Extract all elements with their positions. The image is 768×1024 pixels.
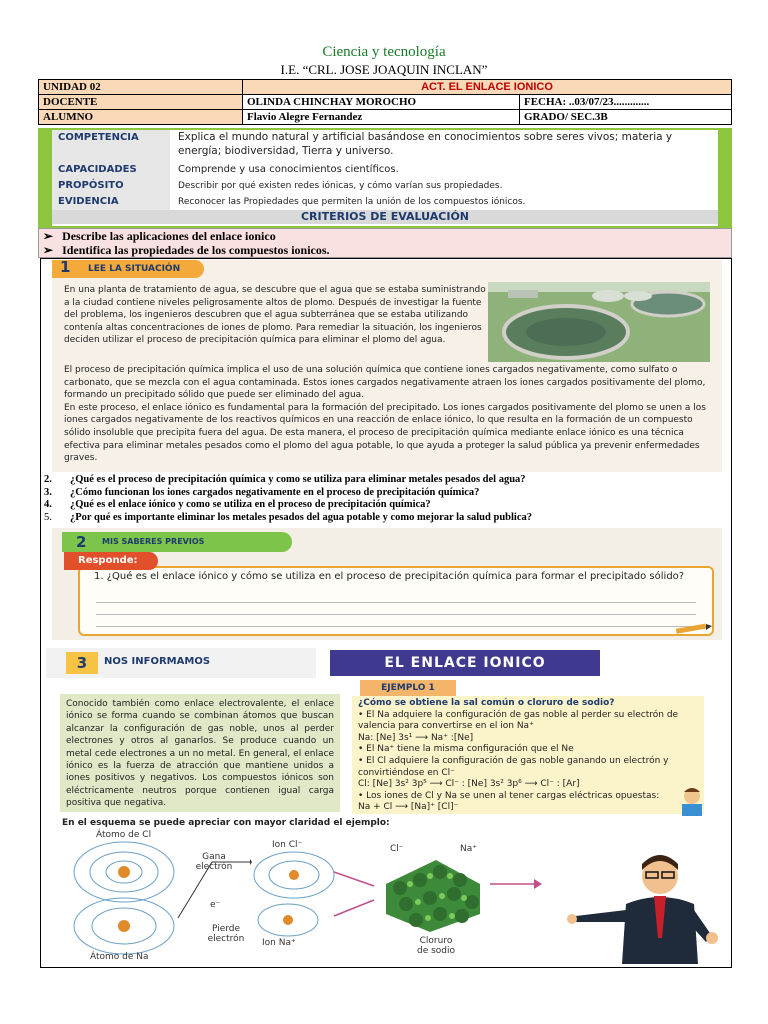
- evidencia-label: EVIDENCIA: [52, 194, 170, 210]
- competencia-text: Explica el mundo natural y artificial basándose en conocimientos sobre seres vivos; materia y energía; biodiversidad, Tierra y universo.: [178, 131, 673, 157]
- na-ion-diagram: [256, 902, 320, 938]
- ejemplo-box: ¿Cómo se obtiene la sal común o cloruro de sodio? • El Na adquiere la configuración de gas noble al perder su electrón de valencia para convertirse en el ion Na⁺ Na: [Ne] 3s¹ ⟶ Na⁺ :[Ne] • El Na⁺ tiene la misma configuración que el Ne • El Cl adquiere la configuración de gas noble ganando un electrón y convirtiéndose en Cl⁻ Cl: [Ne] 3s² 3p⁵ ⟶ Cl⁻ : [Ne] 3s² 3p⁶ ⟶ Cl⁻ : [Ar] • Los iones de Cl y Na se unen al tener cargas eléctricas opuestas: Na + Cl ⟶ [Na]⁺ [Cl]⁻: [352, 696, 704, 814]
- answer-box: [78, 566, 714, 636]
- cl-atom-diagram: [72, 840, 176, 904]
- list-item: ➢ Describe las aplicaciones del enlace ionico: [43, 229, 276, 243]
- info-table: [38, 79, 732, 125]
- list-item: 2. ¿Qué es el proceso de precipitación química y como se utiliza para eliminar metales pesados del agua?: [44, 474, 526, 485]
- situacion-paragraph-2: El proceso de precipitación química implica el uso de una solución química que contiene iones cargados negativamente, como sulfato o carbonato, que se mezcla con el agua contaminada. Estos iones cargados negativamente atraen los iones cargados positivamente del plomo, formando un precipitado sólido que puede ser eliminado del agua. En este proceso, el enlace iónico es fundamental para la formación del precipitado. Los iones cargados positivamente del plomo se unen a los iones cargados negativamente de los reactivos químicos en una reacción de enlace iónico, lo que resulta en la formación de un compuesto sólido insoluble que precipita fuera del agua. De esta manera, el proceso de precipitación química mediante enlace iónico es una técnica efectiva para eliminar metales pesados como el plomo del agua potable, lo que ayuda a proteger la salud pública ya prevenir enfermedades graves.: [64, 364, 714, 465]
- alumno-label: ALUMNO: [39, 110, 243, 125]
- section-number: 1: [60, 258, 71, 276]
- situacion-paragraph-1: En una planta de tratamiento de agua, se descubre que el agua que se estaba suministrando a la ciudad contiene niveles peligrosamente altos de plomo. Después de investigar la fuente del problema, los ingenieros descubren que el agua subterránea que se estaba utilizando contenía altas concentraciones de iones de plomo. Para remediar la situación, los ingenieros deciden utilizar el proceso de precipitación química para eliminar el plomo del agua.: [64, 285, 486, 346]
- ion-na-label: Ion Na⁺: [262, 938, 296, 948]
- informamos-header: 3 NOS INFORMAMOS: [46, 648, 316, 678]
- na-atom-diagram: [72, 896, 176, 956]
- pencil-icon: [672, 620, 712, 636]
- saberes-header: 2 MIS SABERES PREVIOS: [62, 532, 292, 552]
- capacidades-label: CAPACIDADES: [52, 162, 170, 178]
- enlace-ionico-title: EL ENLACE IONICO: [330, 650, 600, 676]
- saberes-section: [52, 528, 722, 640]
- cloruro-label: Cloruro de sodio: [416, 936, 456, 956]
- ion-cl-label: Ion Cl⁻: [272, 840, 303, 850]
- unidad-cell: UNIDAD 02: [39, 80, 243, 95]
- list-item: 4. ¿Qué es el enlace iónico y como se utiliza en el proceso de precipitación química?: [44, 499, 431, 510]
- activity-title: ACT. EL ENLACE IONICO: [243, 80, 732, 95]
- cl-ion-diagram: [252, 850, 336, 900]
- cl-minus-label: Cl⁻: [390, 844, 404, 854]
- pierde-label: Pierde electrón: [207, 924, 245, 944]
- responde-badge: Responde:: [64, 552, 158, 570]
- alumno-value: Flavio Alegre Fernandez: [243, 110, 520, 125]
- docente-value: OLINDA CHINCHAY MOROCHO: [243, 95, 520, 110]
- proposito-text: Describir por qué existen redes iónicas, y cómo varían sus propiedades.: [178, 181, 503, 191]
- esquema-title: En el esquema se puede apreciar con mayor claridad el ejemplo:: [62, 818, 390, 828]
- na-plus-label: Na⁺: [460, 844, 477, 854]
- student-illustration: [672, 786, 712, 818]
- situacion-header: 1 LEE LA SITUACIÓN: [52, 260, 204, 278]
- water-plant-image: [488, 282, 710, 362]
- result-arrow: [488, 876, 544, 892]
- criterios-heading: CRITERIOS DE EVALUACIÓN: [52, 210, 718, 224]
- list-item: 5. ¿Por qué es importante eliminar los metales pesados del agua potable y como mejorar la salud publica?: [44, 511, 532, 523]
- grado-value: GRADO/ SEC.3B: [520, 110, 732, 125]
- electron-label: e⁻: [210, 900, 221, 910]
- atomo-cl-label: Átomo de Cl: [96, 830, 152, 840]
- definition-box: Conocido también como enlace electrovalente, el enlace iónico se forma cuando se combinan átomos que buscan alcanzar la configuración de gas noble, unos al perder electrones y otros al ganarlos. Se produce cuando un metal cede electrones a un no metal. En general, el enlace iónico es la fuerza de atracción que mantiene unidos a iones positivos y negativos. Los compuestos iónicos son eléctricamente neutros porque contienen igual carga positiva que negativa.: [60, 694, 340, 812]
- gana-label: Gana electrón: [195, 852, 233, 872]
- answer-line[interactable]: [96, 602, 696, 603]
- situacion-section: [52, 260, 722, 472]
- questions-list: [44, 474, 734, 524]
- teacher-illustration: [556, 850, 722, 964]
- list-item: ➢ Identifica las propiedades de los compuestos ionicos.: [43, 243, 330, 257]
- competencia-label: COMPETENCIA: [52, 130, 170, 162]
- capacidades-text: Comprende y usa conocimientos científicos.: [178, 164, 399, 175]
- informamos-section: [46, 644, 726, 814]
- atomo-na-label: Átomo de Na: [90, 952, 149, 962]
- saberes-question: 1. ¿Qué es el enlace iónico y cómo se utiliza en el proceso de precipitación química para formar el precipitado sólido?: [94, 571, 685, 582]
- electron-transfer-arrows: [172, 856, 252, 928]
- page-title: Ciencia y tecnología: [322, 44, 446, 60]
- ejemplo-label: EJEMPLO 1: [360, 680, 456, 696]
- combine-arrows: [332, 856, 382, 926]
- nacl-lattice: [376, 854, 486, 934]
- answer-line[interactable]: [96, 626, 696, 627]
- docente-label: DOCENTE: [39, 95, 243, 110]
- esquema-section: [46, 816, 726, 966]
- section-number: 3: [66, 652, 98, 674]
- school-name: I.E. “CRL. JOSE JOAQUIN INCLAN”: [280, 62, 488, 77]
- section-number: 2: [76, 533, 87, 551]
- fecha-value: FECHA: ..03/07/23.............: [520, 95, 732, 110]
- competencias-table: [52, 130, 718, 226]
- list-item: 3. ¿Cómo funcionan los iones cargados negativamente en el proceso de precipitación química?: [44, 486, 480, 498]
- proposito-label: PROPÓSITO: [52, 178, 170, 194]
- criterios-list: [38, 228, 732, 258]
- evidencia-text: Reconocer las Propiedades que permiten la unión de los compuestos iónicos.: [178, 197, 526, 207]
- answer-line[interactable]: [96, 614, 696, 615]
- situacion-paragraph-3: En este proceso, el enlace iónico es fundamental para la formación del precipitado. Los iones cargados positivamente del plomo se unen a los iones cargados negativamente de los reactivos químicos en una reacción de enlace iónico, lo que resulta en la formación de un compuesto sólido insoluble que precipita fuera del agua. De esta manera, el proceso de precipitación química mediante enlace iónico es una técnica efectiva para eliminar metales pesados como el plomo del agua potable, lo que ayuda a proteger la salud pública ya prevenir enfermedades graves.: [64, 402, 706, 464]
